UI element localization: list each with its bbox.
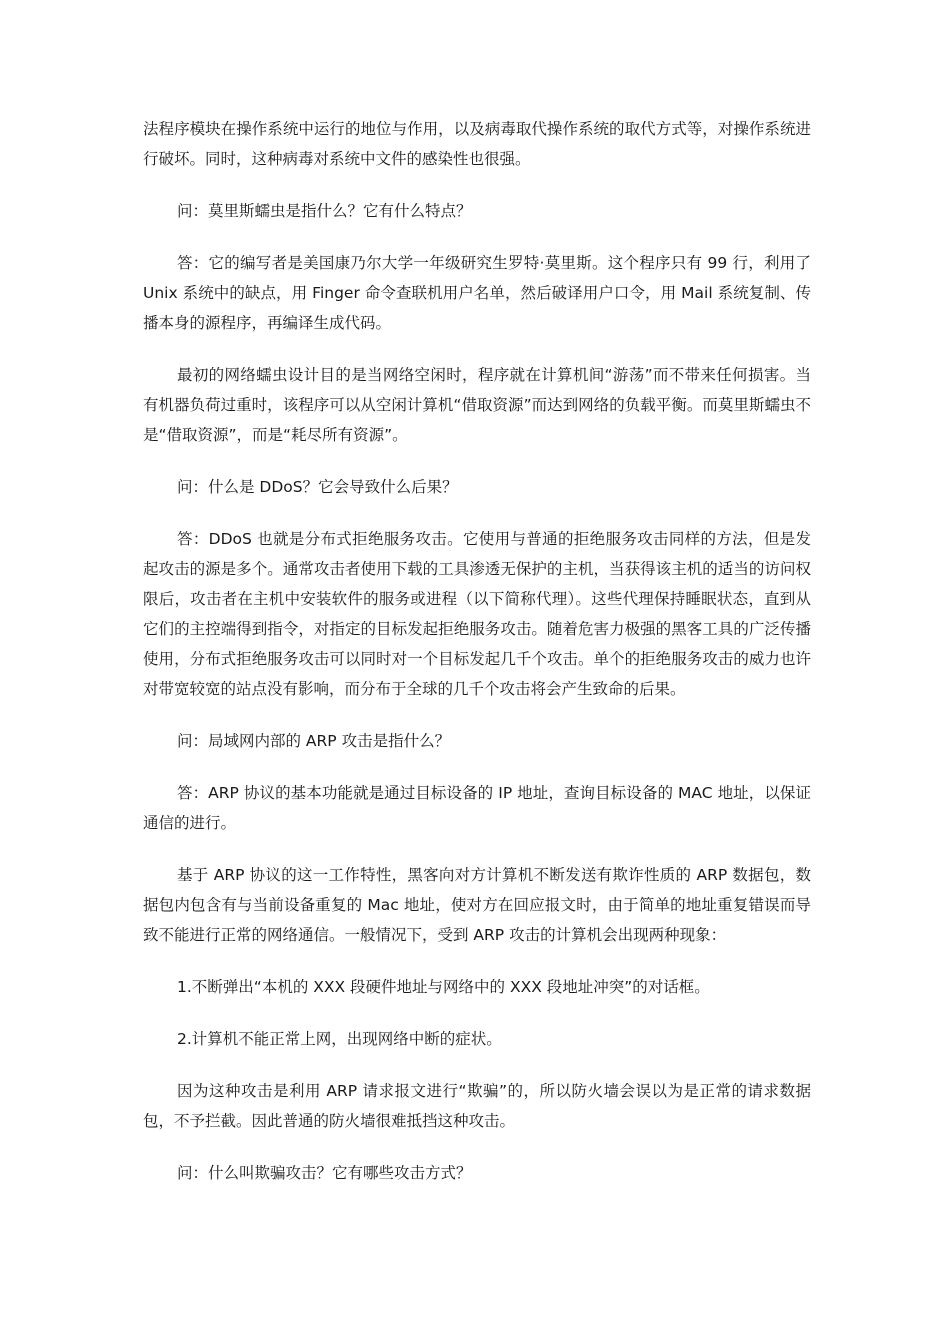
question-ddos: 问：什么是 DDoS？它会导致什么后果？ bbox=[177, 478, 458, 496]
question-arp-attack: 问：局域网内部的 ARP 攻击是指什么？ bbox=[177, 732, 451, 750]
answer-morris-worm: 答：它的编写者是美国康乃尔大学一年级研究生罗特·莫里斯。这个程序只有 99 行，利用了 Unix 系统中的缺点，用 Finger 命令查联机用户名单，然后破译用户口令，用 Mail 系统复制、传播本身的源程序，再编译生成代码。 bbox=[143, 254, 811, 332]
paragraph-firewall: 因为这种攻击是利用 ARP 请求报文进行“欺骗”的，所以防火墙会误以为是正常的请求数据包，不予拦截。因此普通的防火墙很难抵挡这种攻击。 bbox=[143, 1082, 811, 1130]
paragraph-arp-mechanism: 基于 ARP 协议的这一工作特性，黑客向对方计算机不断发送有欺诈性质的 ARP 数据包，数据包内包含有与当前设备重复的 Mac 地址，使对方在回应报文时，由于简单的地址重复错误而导致不能进行正常的网络通信。一般情况下，受到 ARP 攻击的计算机会出现两种现象： bbox=[143, 866, 811, 944]
paragraph-network-worm: 最初的网络蠕虫设计目的是当网络空闲时，程序就在计算机间“游荡”而不带来任何损害。当有机器负荷过重时，该程序可以从空闲计算机“借取资源”而达到网络的负载平衡。而莫里斯蠕虫不是“借取资源”，而是“耗尽所有资源”。 bbox=[143, 366, 811, 444]
question-spoofing-attack: 问：什么叫欺骗攻击？它有哪些攻击方式？ bbox=[177, 1164, 472, 1182]
list-item-symptom-1: 1.不断弹出“本机的 XXX 段硬件地址与网络中的 XXX 段地址冲突”的对话框。 bbox=[177, 978, 710, 996]
question-morris-worm: 问：莫里斯蠕虫是指什么？它有什么特点？ bbox=[177, 202, 472, 220]
answer-ddos: 答：DDoS 也就是分布式拒绝服务攻击。它使用与普通的拒绝服务攻击同样的方法，但是发起攻击的源是多个。通常攻击者使用下载的工具渗透无保护的主机，当获得该主机的适当的访问权限后，攻击者在主机中安装软件的服务或进程（以下简称代理）。这些代理保持睡眠状态，直到从它们的主控端得到指令，对指定的目标发起拒绝服务攻击。随着危害力极强的黑客工具的广泛传播使用，分布式拒绝服务攻击可以同时对一个目标发起几千个攻击。单个的拒绝服务攻击的威力也许对带宽较宽的站点没有影响，而分布于全球的几千个攻击将会产生致命的后果。 bbox=[143, 530, 811, 698]
answer-arp-attack: 答：ARP 协议的基本功能就是通过目标设备的 IP 地址，查询目标设备的 MAC 地址，以保证通信的进行。 bbox=[143, 784, 811, 832]
list-item-symptom-2: 2.计算机不能正常上网，出现网络中断的症状。 bbox=[177, 1030, 502, 1048]
document-body bbox=[143, 114, 811, 1210]
paragraph-continuation: 法程序模块在操作系统中运行的地位与作用，以及病毒取代操作系统的取代方式等，对操作系统进行破坏。同时，这种病毒对系统中文件的感染性也很强。 bbox=[143, 120, 811, 168]
